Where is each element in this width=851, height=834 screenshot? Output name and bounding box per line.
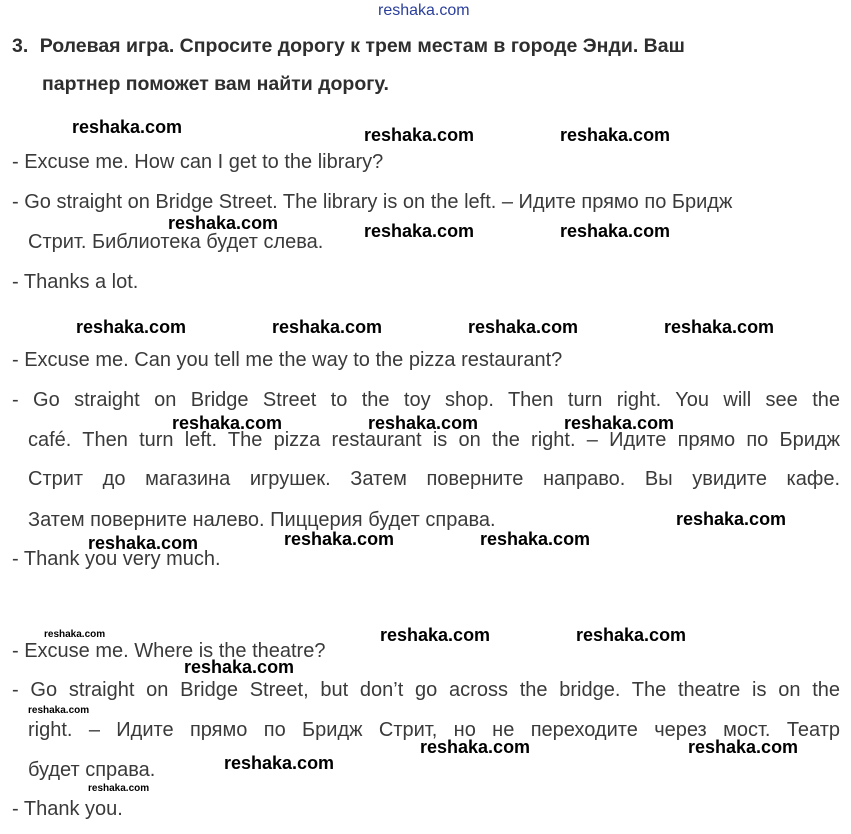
watermark: reshaka.com — [284, 529, 395, 549]
dialog1-line-4: - Thanks a lot. — [12, 271, 139, 293]
watermark: reshaka.com — [72, 117, 183, 137]
watermark: reshaka.com — [364, 125, 475, 145]
dialog3-line-2: - Go straight on Bridge Street, but don’t go across the bridge. The theatre is on the — [12, 679, 840, 701]
task-line-1 — [12, 34, 840, 58]
dialog1-line-1: - Excuse me. How can I get to the library? — [12, 151, 384, 173]
watermark: reshaka.com — [380, 625, 491, 645]
task-line-2: партнер поможет вам найти дорогу. — [42, 73, 389, 95]
dialog3-line-5: - Thank you. — [12, 798, 123, 820]
watermark: reshaka.com — [184, 657, 295, 677]
watermark: reshaka.com — [224, 753, 335, 773]
watermark-small: reshaka.com — [28, 705, 90, 716]
watermark: reshaka.com — [664, 317, 775, 337]
watermark: reshaka.com — [480, 529, 591, 549]
watermark: reshaka.com — [272, 317, 383, 337]
site-header-link[interactable]: reshaka.com — [378, 2, 470, 19]
dialog2-line-2: - Go straight on Bridge Street to the toy shop. Then turn right. You will see the — [12, 389, 840, 411]
watermark: reshaka.com — [564, 413, 675, 433]
dialog2-line-1: - Excuse me. Can you tell me the way to the pizza restaurant? — [12, 349, 563, 371]
dialog1-line-2: - Go straight on Bridge Street. The library is on the left. – Идите прямо по Бридж — [12, 191, 733, 213]
watermark: reshaka.com — [76, 317, 187, 337]
watermark: reshaka.com — [168, 213, 279, 233]
watermark: reshaka.com — [576, 625, 687, 645]
task-number: 3. — [12, 35, 29, 57]
dialog2-line-4: Стрит до магазина игрушек. Затем поверните направо. Вы увидите кафе. — [28, 468, 840, 490]
task-title: Ролевая игра. Спросите дорогу к трем местам в городе Энди. Ваш — [39, 35, 685, 57]
watermark: reshaka.com — [88, 533, 199, 553]
watermark: reshaka.com — [468, 317, 579, 337]
watermark: reshaka.com — [560, 125, 671, 145]
dialog3-line-1: - Excuse me. Where is the theatre? — [12, 640, 326, 662]
dialog2-line-5: Затем поверните налево. Пиццерия будет справа. — [28, 509, 496, 531]
watermark-small: reshaka.com — [44, 629, 106, 640]
watermark-small: reshaka.com — [88, 783, 150, 794]
dialog2-line-3: café. Then turn left. The pizza restaurant is on the right. – Идите прямо по Бридж — [28, 429, 840, 451]
watermark: reshaka.com — [676, 509, 787, 529]
watermark: reshaka.com — [420, 737, 531, 757]
dialog3-line-4: будет справа. — [28, 759, 156, 781]
dialog2-line-6: - Thank you very much. — [12, 548, 221, 570]
watermark: reshaka.com — [172, 413, 283, 433]
watermark: reshaka.com — [364, 221, 475, 241]
watermark: reshaka.com — [560, 221, 671, 241]
watermark: reshaka.com — [368, 413, 479, 433]
dialog1-line-3: Стрит. Библиотека будет слева. — [28, 231, 324, 253]
dialog3-line-3: right. – Идите прямо по Бридж Стрит, но не переходите через мост. Театр — [28, 719, 840, 741]
watermark: reshaka.com — [688, 737, 799, 757]
